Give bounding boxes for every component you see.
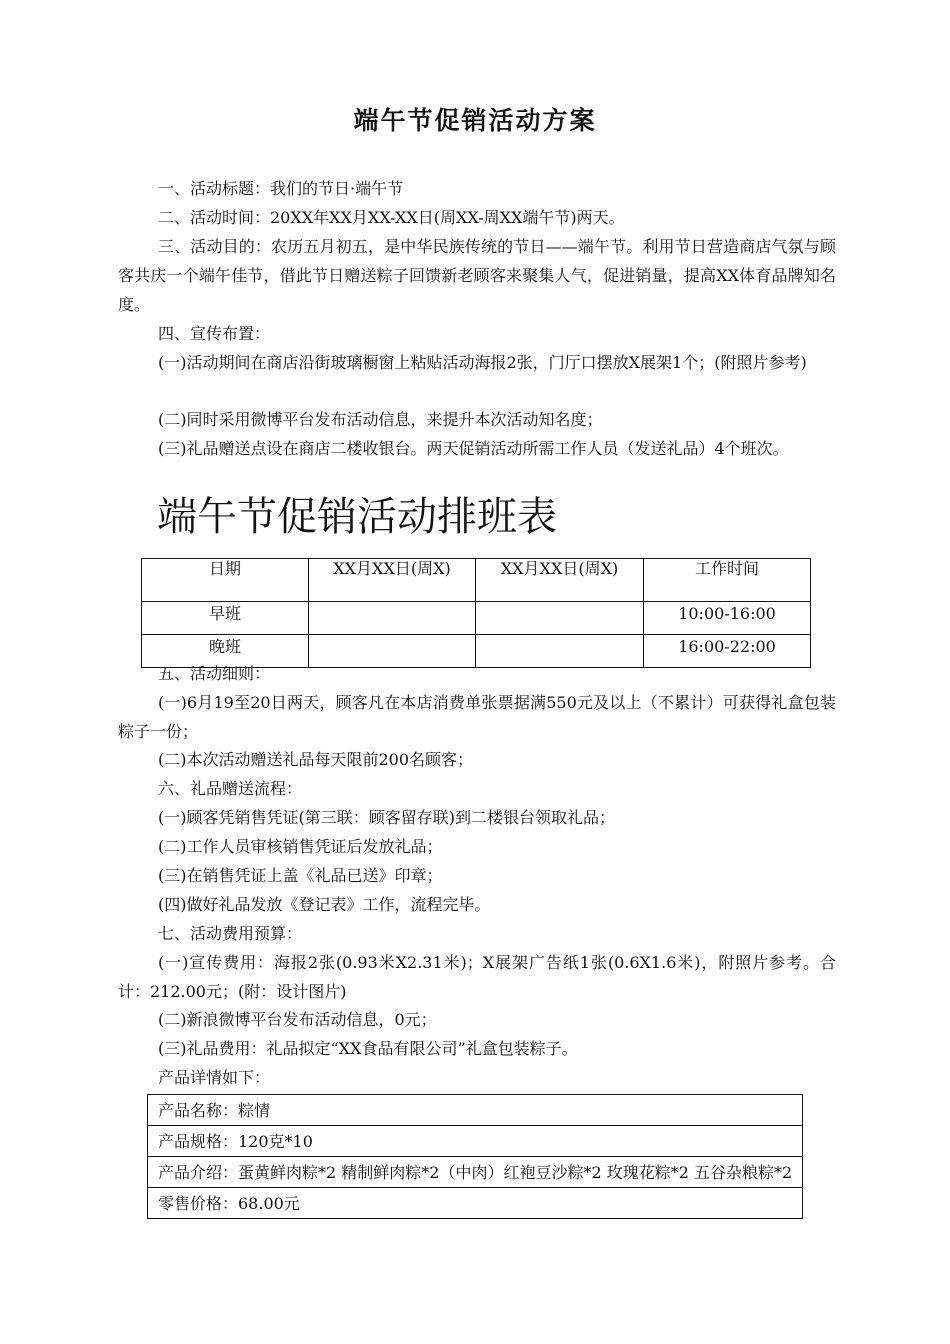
product-intro-cell: 产品介绍：蛋黄鲜肉粽*2 精制鲜肉粽*2（中肉）红袍豆沙粽*2 玫瑰花粽*2 五谷杂粮粽*2 bbox=[148, 1157, 803, 1188]
product-table bbox=[147, 1094, 803, 1219]
section-activity-purpose: 三、活动目的：农历五月初五，是中华民族传统的节日——端午节。利用节日营造商店气氛与顾客共庆一个端午佳节，借此节日赠送粽子回馈新老顾客来聚集人气，促进销量，提高XX体育品牌知名度。 bbox=[118, 237, 836, 314]
day2-cell bbox=[476, 602, 644, 635]
schedule-header-cell: XX月XX日(周X) bbox=[476, 559, 644, 602]
table-row bbox=[142, 602, 811, 635]
gift-flow-item-1: (一)顾客凭销售凭证(第三联：顾客留存联)到二楼银台领取礼品； bbox=[158, 808, 615, 827]
section-budget-heading: 七、活动费用预算： bbox=[158, 924, 303, 943]
time-cell: 10:00-16:00 bbox=[644, 602, 811, 635]
schedule-header-cell: 工作时间 bbox=[644, 559, 811, 602]
schedule-header-cell: 日期 bbox=[142, 559, 309, 602]
document-title: 端午节促销活动方案 bbox=[353, 106, 597, 135]
gift-flow-item-2: (二)工作人员审核销售凭证后发放礼品； bbox=[158, 837, 443, 856]
publicity-item-2: (二)同时采用微博平台发布活动信息，来提升本次活动知名度； bbox=[158, 410, 603, 429]
rules-item-2: (二)本次活动赠送礼品每天限前200名顾客； bbox=[158, 750, 474, 769]
shift-cell: 晚班 bbox=[142, 635, 309, 668]
gift-flow-item-3: (三)在销售凭证上盖《礼品已送》印章； bbox=[158, 866, 443, 885]
product-name-cell: 产品名称：粽情 bbox=[148, 1095, 803, 1126]
section-activity-title: 一、活动标题：我们的节日·端午节 bbox=[158, 179, 404, 198]
product-price-cell: 零售价格：68.00元 bbox=[148, 1188, 803, 1219]
budget-item-2: (二)新浪微博平台发布活动信息，0元； bbox=[158, 1010, 437, 1029]
schedule-header-cell: XX月XX日(周X) bbox=[309, 559, 476, 602]
section-publicity-heading: 四、宣传布置： bbox=[158, 324, 271, 343]
section-gift-flow-heading: 六、礼品赠送流程： bbox=[158, 779, 303, 798]
section-activity-time: 二、活动时间：20XX年XX月XX-XX日(周XX-周XX端午节)两天。 bbox=[158, 208, 625, 227]
product-spec-cell: 产品规格：120克*10 bbox=[148, 1126, 803, 1157]
table-row bbox=[148, 1157, 803, 1188]
shift-cell: 早班 bbox=[142, 602, 309, 635]
section-rules-heading: 五、活动细则： bbox=[158, 664, 271, 683]
budget-item-3: (三)礼品费用：礼品拟定“XX食品有限公司”礼盒包装粽子。 bbox=[158, 1039, 578, 1058]
table-row bbox=[148, 1188, 803, 1219]
table-row bbox=[148, 1126, 803, 1157]
publicity-item-1: (一)活动期间在商店沿街玻璃橱窗上粘贴活动海报2张，门厅口摆放X展架1个；(附照片参考) bbox=[158, 353, 807, 372]
time-cell: 16:00-22:00 bbox=[644, 635, 811, 668]
product-details-label: 产品详情如下： bbox=[158, 1068, 271, 1087]
publicity-item-3: (三)礼品赠送点设在商店二楼收银台。两天促销活动所需工作人员（发送礼品）4个班次。 bbox=[158, 439, 789, 458]
schedule-header-row bbox=[142, 559, 811, 602]
day1-cell bbox=[309, 602, 476, 635]
rules-item-1: (一)6月19至20日两天，顾客凡在本店消费单张票据满550元及以上（不累计）可获得礼盒包装粽子一份； bbox=[118, 693, 836, 741]
schedule-title: 端午节促销活动排班表 bbox=[157, 494, 557, 540]
gift-flow-item-4: (四)做好礼品发放《登记表》工作，流程完毕。 bbox=[158, 895, 491, 914]
budget-item-1: (一)宣传费用：海报2张(0.93米X2.31米)；X展架广告纸1张(0.6X1.6米)，附照片参考。合计：212.00元；(附：设计图片) bbox=[118, 953, 836, 1001]
table-row bbox=[148, 1095, 803, 1126]
schedule-table bbox=[141, 558, 811, 668]
